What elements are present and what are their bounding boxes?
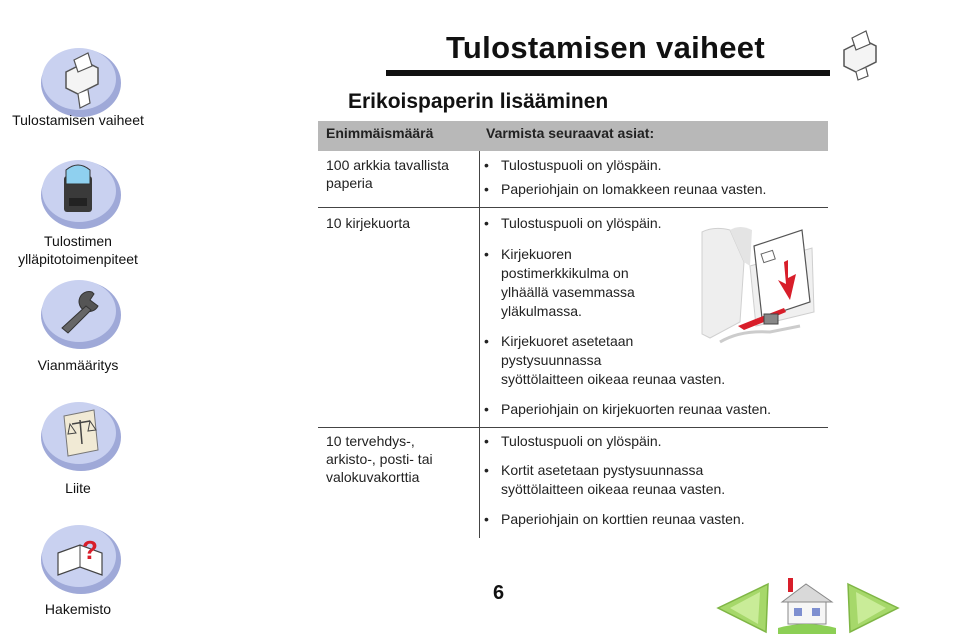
nav-appendix-button[interactable] <box>36 392 126 482</box>
page-title: Tulostamisen vaiheet <box>446 30 765 65</box>
amount-line: 10 kirjekuorta <box>326 215 411 231</box>
list-item-text: Tulostuspuoli on ylöspäin. <box>501 215 662 231</box>
section-title: Erikoispaperin lisääminen <box>348 90 609 113</box>
row-divider <box>318 427 828 428</box>
amount-line: 100 arkkia tavallista <box>326 157 449 173</box>
bullet: • <box>484 511 489 527</box>
back-arrow-icon <box>708 578 774 636</box>
list-item-text: Paperiohjain on korttien reunaa vasten. <box>501 511 745 527</box>
ink-cartridge-icon <box>36 150 126 240</box>
bullet: • <box>484 215 489 231</box>
sidebar-item-label[interactable] <box>0 232 156 268</box>
list-item-text: Paperiohjain on lomakkeen reunaa vasten. <box>501 181 767 197</box>
sidebar-item-label[interactable]: Hakemisto <box>44 601 112 617</box>
list-item-text: Tulostuspuoli on ylöspäin. <box>501 433 662 449</box>
nav-maintenance-button[interactable] <box>36 150 126 240</box>
list-item-line: Kortit asetetaan pystysuunnassa <box>501 462 704 478</box>
list-item-line: syöttölaitteen oikeaa reunaa vasten. <box>501 481 726 497</box>
amount-line: arkisto-, posti- tai <box>326 451 433 467</box>
amount-line: paperia <box>326 175 373 191</box>
amount-cell <box>326 214 410 232</box>
sidebar-item-label[interactable]: Tulostamisen vaiheet <box>12 112 144 128</box>
printer-icon <box>838 28 880 82</box>
list-item-text <box>501 245 635 321</box>
table-header-checks: Varmista seuraavat asiat: <box>486 125 655 141</box>
list-item-text: Tulostuspuoli on ylöspäin. <box>501 157 662 173</box>
table-header-amount: Enimmäismäärä <box>326 125 434 141</box>
list-item-line: pystysuunnassa <box>501 352 602 368</box>
list-item-line: syöttölaitteen oikeaa reunaa vasten. <box>501 371 726 387</box>
envelope-loading-illustration <box>700 222 818 350</box>
sidebar-item-label-text: Tulostimen ylläpitotoimenpiteet <box>18 233 138 267</box>
svg-text:?: ? <box>82 535 98 565</box>
amount-cell <box>326 432 433 486</box>
list-item-text <box>501 461 725 499</box>
amount-line: valokuvakorttia <box>326 469 420 485</box>
amount-line: 10 tervehdys-, <box>326 433 415 449</box>
list-item-line: yläkulmassa. <box>501 303 582 319</box>
bullet: • <box>484 157 489 173</box>
back-button[interactable] <box>708 578 774 636</box>
nav-troubleshooting-button[interactable] <box>36 270 126 360</box>
scroll-scales-icon <box>36 392 126 482</box>
bullet: • <box>484 333 489 349</box>
bullet: • <box>484 401 489 417</box>
home-icon <box>776 572 838 636</box>
home-button[interactable] <box>776 572 838 636</box>
envelope-feed-illustration <box>700 222 818 350</box>
list-item-line: postimerkkikulma on <box>501 265 629 281</box>
list-item-text: Paperiohjain on kirjekuorten reunaa vasten. <box>501 401 772 417</box>
page-number: 6 <box>493 582 505 604</box>
sidebar-item-label[interactable]: Liite <box>65 480 91 496</box>
nav-index-button[interactable] <box>36 515 126 605</box>
forward-arrow-icon <box>842 578 908 636</box>
bullet: • <box>484 462 489 478</box>
list-item-text <box>501 332 725 389</box>
sidebar-item-label[interactable]: Vianmääritys <box>37 357 119 373</box>
list-item-line: Kirjekuoren <box>501 246 572 262</box>
forward-button[interactable] <box>842 578 908 636</box>
bullet: • <box>484 433 489 449</box>
header-printer-icon <box>838 28 880 82</box>
list-item-line: ylhäällä vasemmassa <box>501 284 635 300</box>
title-rule <box>386 70 830 76</box>
bullet: • <box>484 181 489 197</box>
list-item-line: Kirjekuoret asetetaan <box>501 333 634 349</box>
bullet: • <box>484 246 489 262</box>
amount-cell <box>326 156 449 192</box>
book-question-icon <box>36 515 126 605</box>
row-divider <box>318 207 828 208</box>
column-divider <box>479 151 480 538</box>
wrench-icon <box>36 270 126 360</box>
